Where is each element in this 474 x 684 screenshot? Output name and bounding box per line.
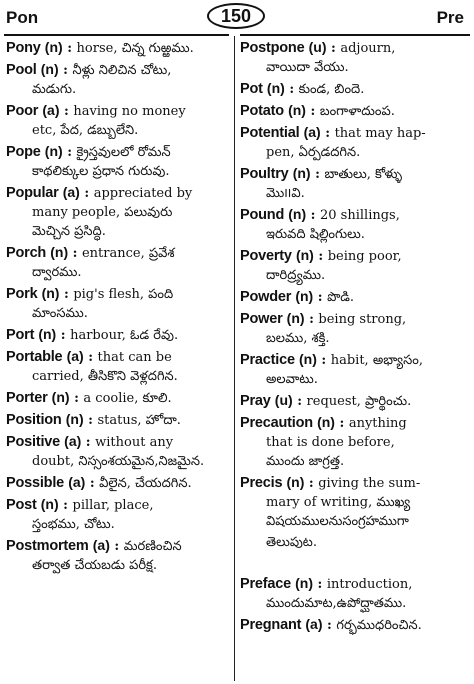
entry-part-of-speech: (a) bbox=[64, 433, 82, 449]
dictionary-entry bbox=[240, 473, 468, 533]
dictionary-entry bbox=[6, 347, 228, 388]
entry-definition-line: carried, తీసికొని వెళ్లదగిన. bbox=[32, 369, 178, 384]
dictionary-entry bbox=[240, 615, 468, 637]
entry-part-of-speech: (u) bbox=[274, 392, 293, 408]
dictionary-entry bbox=[6, 388, 228, 410]
entry-definition-line: a coolie, కూలి. bbox=[83, 391, 172, 406]
entry-separator: : bbox=[320, 126, 335, 141]
entry-headword: Post bbox=[6, 497, 37, 513]
entry-headword: Pray bbox=[240, 393, 271, 409]
entry-separator: : bbox=[310, 167, 325, 182]
entry-definition-line: 20 shillings, bbox=[320, 208, 400, 223]
dictionary-entry bbox=[240, 391, 468, 413]
entry-part-of-speech: (n) bbox=[288, 102, 306, 118]
entry-separator: : bbox=[313, 577, 327, 592]
entry-part-of-speech: (n) bbox=[51, 389, 70, 405]
entry-headword: Potato bbox=[240, 103, 284, 119]
entry-part-of-speech: (n) bbox=[286, 310, 305, 326]
entry-definition-line: బాతులు, కోళ్ళు bbox=[324, 167, 403, 182]
dictionary-entry bbox=[6, 38, 228, 60]
entry-part-of-speech: (n) bbox=[44, 143, 63, 159]
entry-headword: Potential bbox=[240, 125, 300, 141]
entry-definition-line: having no money bbox=[73, 104, 186, 119]
entry-headword: Practice bbox=[240, 352, 295, 368]
entry-definition-line: ముందుమాట,ఉపోద్ఘాతము. bbox=[266, 596, 407, 611]
dictionary-entry bbox=[6, 101, 228, 142]
entry-headword: Portable bbox=[6, 349, 63, 365]
entry-separator: : bbox=[62, 145, 77, 160]
dictionary-entry bbox=[240, 123, 468, 164]
entry-part-of-speech: (a) bbox=[42, 102, 60, 118]
entry-separator: : bbox=[68, 246, 82, 261]
entry-part-of-speech: (n) bbox=[317, 414, 335, 430]
entry-part-of-speech: (n) bbox=[295, 575, 314, 591]
entry-separator: : bbox=[316, 353, 331, 368]
dictionary-entry bbox=[6, 410, 228, 432]
page-number: 150 bbox=[207, 3, 265, 29]
entry-headword: Poor bbox=[6, 103, 39, 119]
dictionary-entry bbox=[6, 495, 228, 536]
entry-definition-line: దారిద్ర్యము. bbox=[266, 268, 326, 283]
entry-separator: : bbox=[81, 435, 96, 450]
entry-definition-line: మాంసము. bbox=[32, 306, 88, 321]
entry-headword: Positive bbox=[6, 434, 61, 450]
entry-part-of-speech: (n) bbox=[40, 61, 59, 77]
entry-definition-line: status, హోదా. bbox=[97, 413, 181, 428]
entry-definition-line: request, ప్రార్థించు. bbox=[306, 394, 412, 409]
entry-separator: : bbox=[304, 312, 319, 327]
entry-definition-line: కాథలిక్కుల ప్రధాన గురువు. bbox=[32, 164, 170, 179]
entry-separator: : bbox=[326, 41, 341, 56]
entry-definition-line: క్రైస్తవులలో రోమన్ bbox=[76, 145, 171, 160]
entry-definition-line: మడుగు. bbox=[32, 82, 77, 97]
entry-separator: : bbox=[56, 328, 71, 343]
entry-headword: Possible bbox=[6, 475, 65, 491]
entry-definition-line: pig's flesh, పంది bbox=[73, 287, 174, 302]
entry-part-of-speech: (n) bbox=[295, 247, 314, 263]
entry-definition-line: విషయములనుసంగ్రహముగా bbox=[266, 514, 409, 529]
dictionary-entry bbox=[6, 536, 228, 577]
entry-definition-line: doubt, నిస్సంశయమైన,నిజమైన. bbox=[32, 454, 205, 469]
right-column bbox=[240, 38, 468, 637]
entry-definition-line: మొ౹౹వి. bbox=[266, 186, 305, 201]
entry-part-of-speech: (a) bbox=[92, 537, 110, 553]
entry-definition-line: that may hap- bbox=[334, 126, 426, 141]
entry-part-of-speech: (n) bbox=[65, 411, 84, 427]
entry-headword: Poverty bbox=[240, 248, 292, 264]
guide-word-right: Pre bbox=[436, 8, 464, 27]
entry-part-of-speech: (a) bbox=[62, 184, 80, 200]
entry-headword: Powder bbox=[240, 289, 292, 305]
dictionary-entry bbox=[240, 309, 468, 350]
entry-definition-line: pen, ఏర్పడదగిన. bbox=[266, 145, 361, 160]
entry-separator: : bbox=[109, 539, 124, 554]
page-header bbox=[0, 0, 474, 36]
entry-definition-line: that is done before, bbox=[266, 435, 395, 450]
entry-headword: Power bbox=[240, 311, 283, 327]
entry-definition-line: being strong, bbox=[318, 312, 407, 327]
entry-separator: : bbox=[59, 287, 74, 302]
entry-definition-line: entrance, ప్రవేశ bbox=[81, 246, 175, 261]
entry-separator: : bbox=[59, 104, 74, 119]
entry-part-of-speech: (n) bbox=[41, 285, 60, 301]
entry-part-of-speech: (a) bbox=[303, 124, 321, 140]
dictionary-entry bbox=[240, 38, 468, 79]
entry-separator: : bbox=[322, 618, 337, 633]
dictionary-entry bbox=[240, 574, 468, 615]
dictionary-entry bbox=[240, 164, 468, 205]
entry-separator: : bbox=[306, 208, 320, 223]
entry-headword: Porter bbox=[6, 390, 48, 406]
dictionary-entry bbox=[6, 473, 228, 495]
entry-part-of-speech: (n) bbox=[266, 80, 285, 96]
entry-definition-line: గర్భముధరించిన. bbox=[336, 618, 422, 633]
entry-definition-line: adjourn, bbox=[340, 41, 396, 56]
entry-definition-line: that can be bbox=[97, 350, 172, 365]
guide-word-left: Pon bbox=[6, 8, 39, 27]
entry-definition-line: appreciated by bbox=[93, 186, 193, 201]
dictionary-entry bbox=[6, 325, 228, 347]
entry-definition-line: మరణించిన bbox=[123, 539, 182, 554]
entry-headword: Precis bbox=[240, 475, 283, 491]
entry-definition-line: బంగాళాదుంప. bbox=[319, 104, 395, 119]
entry-separator: : bbox=[334, 416, 349, 431]
entry-headword: Pregnant bbox=[240, 617, 302, 633]
dictionary-entry bbox=[6, 432, 228, 473]
entry-part-of-speech: (n) bbox=[286, 474, 305, 490]
entry-definition-line: ద్వారము. bbox=[32, 265, 82, 280]
dictionary-entry bbox=[6, 142, 228, 183]
entry-definition-line: habit, అభ్యాసం, bbox=[330, 353, 423, 368]
entry-headword: Postmortem bbox=[6, 538, 89, 554]
entry-separator: : bbox=[292, 394, 307, 409]
entry-headword: Pope bbox=[6, 144, 41, 160]
entry-definition-line: పొడి. bbox=[327, 290, 355, 305]
entry-separator: : bbox=[69, 391, 84, 406]
entry-headword: Precaution bbox=[240, 415, 313, 431]
entry-headword: Pool bbox=[6, 62, 37, 78]
entry-part-of-speech: (n) bbox=[50, 244, 69, 260]
entry-definition-line: pillar, place, bbox=[72, 498, 154, 513]
entry-part-of-speech: (a) bbox=[68, 474, 86, 490]
entry-headword: Popular bbox=[6, 185, 59, 201]
entry-definition-line: ముందు జాగ్రత్త. bbox=[266, 454, 345, 469]
entry-definition-line: etc, పేద, డబ్బులేని. bbox=[32, 123, 139, 138]
entry-separator: : bbox=[79, 186, 94, 201]
entry-headword: Pony bbox=[6, 40, 41, 56]
entry-headword: Pork bbox=[6, 286, 38, 302]
dictionary-entry bbox=[240, 246, 468, 287]
entry-separator: : bbox=[305, 104, 320, 119]
entry-definition-line: తెలుపుట. bbox=[266, 535, 317, 550]
entry-definition-line: without any bbox=[95, 435, 174, 450]
entry-part-of-speech: (n) bbox=[295, 288, 314, 304]
entry-definition-line: తర్వాత చేయబడు పరీక్ష. bbox=[32, 558, 157, 573]
dictionary-entry bbox=[240, 205, 468, 246]
entry-part-of-speech: (n) bbox=[298, 351, 317, 367]
entry-part-of-speech: (n) bbox=[40, 496, 59, 512]
header-rule-right bbox=[240, 34, 470, 36]
entry-definition-line: కుండ, బిందె. bbox=[298, 82, 365, 97]
entry-definition-line: బలము, శక్తి. bbox=[266, 331, 330, 346]
entry-headword: Porch bbox=[6, 245, 47, 261]
entry-part-of-speech: (a) bbox=[66, 348, 84, 364]
entry-headword: Postpone bbox=[240, 40, 305, 56]
dictionary-entry bbox=[240, 533, 468, 574]
entry-definition-line: వీలైన, చేయదగిన. bbox=[99, 476, 192, 491]
entry-definition-line: mary of writing, ముఖ్య bbox=[266, 495, 411, 510]
entry-separator: : bbox=[58, 498, 73, 513]
entry-separator: : bbox=[85, 476, 100, 491]
header-rule-left bbox=[4, 34, 229, 36]
entry-definition-line: మెచ్చిన ప్రసిద్ధి. bbox=[32, 224, 106, 239]
entry-headword: Port bbox=[6, 327, 35, 343]
column-divider bbox=[234, 36, 235, 681]
entry-headword: Pound bbox=[240, 207, 285, 223]
dictionary-entry bbox=[6, 60, 228, 101]
entry-part-of-speech: (u) bbox=[308, 39, 327, 55]
dictionary-entry bbox=[6, 284, 228, 325]
entry-headword: Preface bbox=[240, 576, 291, 592]
dictionary-entry bbox=[240, 350, 468, 391]
entry-separator: : bbox=[83, 413, 98, 428]
entry-definition-line: being poor, bbox=[327, 249, 402, 264]
entry-separator: : bbox=[313, 249, 328, 264]
entry-definition-line: వాయిదా వేయు. bbox=[266, 60, 349, 75]
dictionary-entry bbox=[240, 79, 468, 101]
dictionary-entry bbox=[6, 243, 228, 284]
entry-part-of-speech: (n) bbox=[288, 206, 307, 222]
dictionary-entry bbox=[6, 183, 228, 243]
dictionary-entry bbox=[240, 287, 468, 309]
entry-definition-line: introduction, bbox=[326, 577, 413, 592]
entry-headword: Position bbox=[6, 412, 62, 428]
dictionary-entry bbox=[240, 101, 468, 123]
entry-part-of-speech: (n) bbox=[44, 39, 63, 55]
entry-separator: : bbox=[83, 350, 98, 365]
entry-separator: : bbox=[62, 41, 77, 56]
entry-part-of-speech: (n) bbox=[292, 165, 311, 181]
entry-definition-line: ఇరువది షిల్లింగులు. bbox=[266, 227, 365, 242]
entry-headword: Poultry bbox=[240, 166, 289, 182]
entry-separator: : bbox=[58, 63, 73, 78]
entry-separator: : bbox=[304, 476, 319, 491]
entry-definition-line: అలవాటు. bbox=[266, 372, 318, 387]
entry-separator: : bbox=[313, 290, 328, 305]
left-column bbox=[6, 38, 228, 577]
entry-definition-line: anything bbox=[348, 416, 407, 431]
entry-definition-line: స్తంభము, చోటు. bbox=[32, 517, 115, 532]
entry-part-of-speech: (n) bbox=[38, 326, 57, 342]
entry-definition-line: horse, చిన్న గుఱ్ఱము. bbox=[76, 41, 194, 56]
entry-part-of-speech: (a) bbox=[305, 616, 323, 632]
entry-separator: : bbox=[284, 82, 299, 97]
entry-definition-line: నీళ్లు నిలిచిన చోటు, bbox=[72, 63, 172, 78]
entry-headword: Pot bbox=[240, 81, 263, 97]
entry-definition-line: harbour, ఓడ రేవు. bbox=[70, 328, 179, 343]
entry-definition-line: many people, పలువురు bbox=[32, 205, 173, 220]
entry-definition-line: giving the sum- bbox=[318, 476, 421, 491]
dictionary-entry bbox=[240, 413, 468, 473]
